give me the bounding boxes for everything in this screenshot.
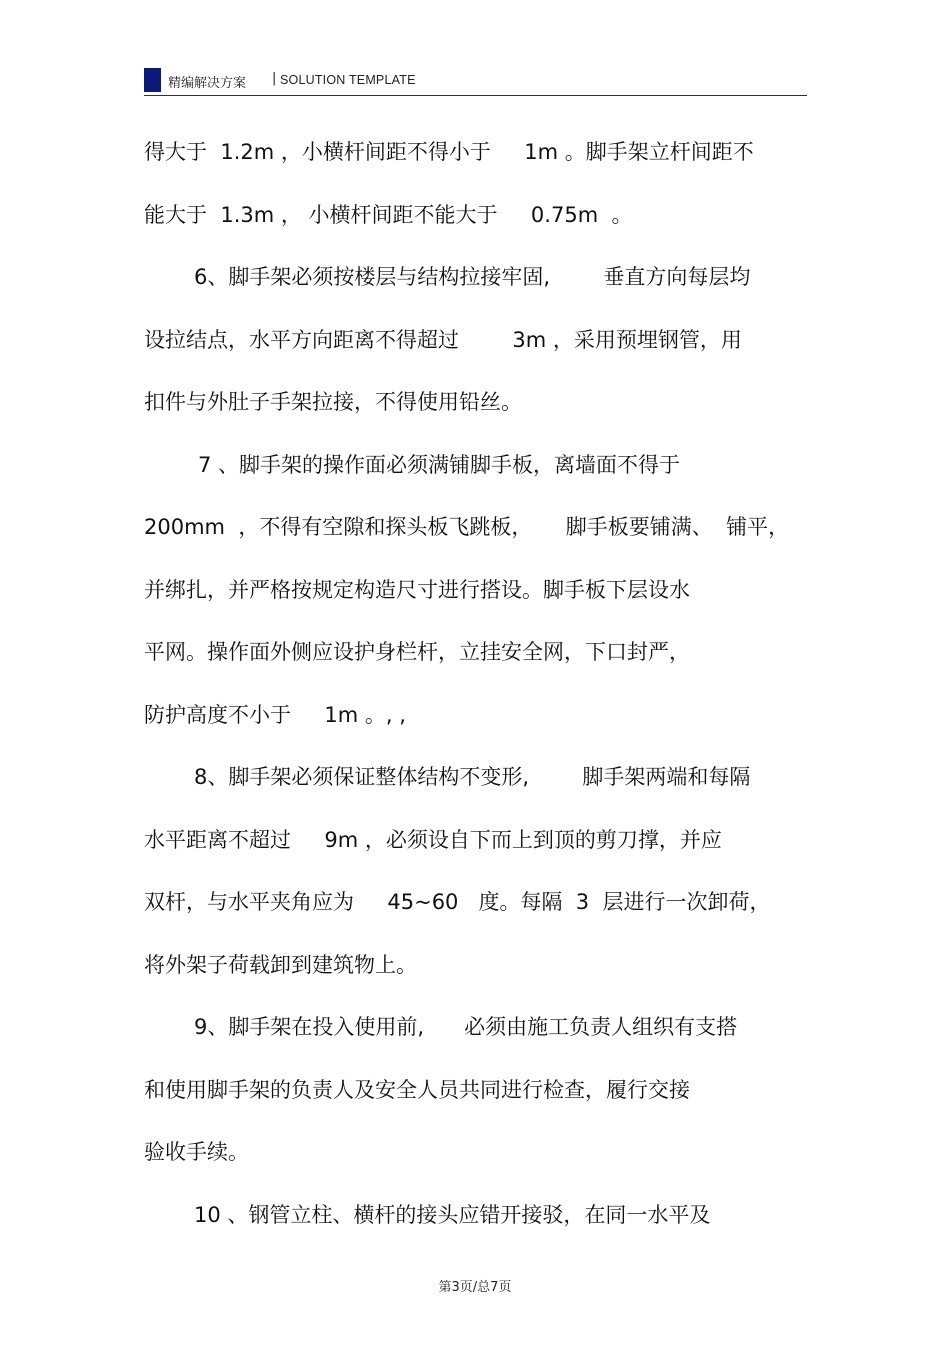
paragraph-7-start: 7 、脚手架的操作面必须满铺脚手板，离墙面不得于 [198,453,681,477]
text-line: 水平距离不超过 9m ，必须设自下而上到顶的剪刀撑，并应 [144,828,722,852]
text-line: 得大于 1.2m ，小横杆间距不得小于 1m 。脚手架立杆间距不 [144,140,754,164]
text-line: 验收手续。 [144,1140,249,1164]
text-line: 将外架子荷载卸到建筑物上。 [144,953,417,977]
page-header [144,64,807,96]
text-line: 扣件与外肚子手架拉接，不得使用铅丝。 [144,390,522,414]
page-number: 第3页/总7页 [438,1280,512,1295]
header-separator: | [272,71,277,86]
text-line: 和使用脚手架的负责人及安全人员共同进行检查，履行交接 [144,1078,690,1102]
text-line: 设拉结点，水平方向距离不得超过 3m ，采用预埋钢管，用 [144,328,742,352]
text-line: 200mm ，不得有空隙和探头板飞跳板， 脚手板要铺满、 铺平， [144,515,790,539]
header-rule [144,95,807,96]
text-line: 能大于 1.3m ， 小横杆间距不能大于 0.75m 。 [144,203,633,227]
logo-icon [144,68,161,92]
text-line: 平网。操作面外侧应设护身栏杆，立挂安全网，下口封严， [144,640,690,664]
header-brand: 精编解决方案 [168,76,247,91]
text-line: 并绑扎，并严格按规定构造尺寸进行搭设。脚手板下层设水 [144,578,690,602]
paragraph-8-start: 8、脚手架必须保证整体结构不变形, 脚手架两端和每隔 [194,765,751,789]
paragraph-9-start: 9、脚手架在投入使用前, 必须由施工负责人组织有支搭 [194,1015,738,1039]
header-template-label: SOLUTION TEMPLATE [280,73,416,87]
paragraph-10-start: 10 、钢管立柱、横杆的接头应错开接驳，在同一水平及 [194,1203,711,1227]
text-line: 双杆，与水平夹角应为 45~60 度。每隔 3 层进行一次卸荷， [144,890,771,914]
text-line: 防护高度不小于 1m 。, , [144,703,406,727]
paragraph-6-start: 6、脚手架必须按楼层与结构拉接牢固, 垂直方向每层均 [194,265,751,289]
